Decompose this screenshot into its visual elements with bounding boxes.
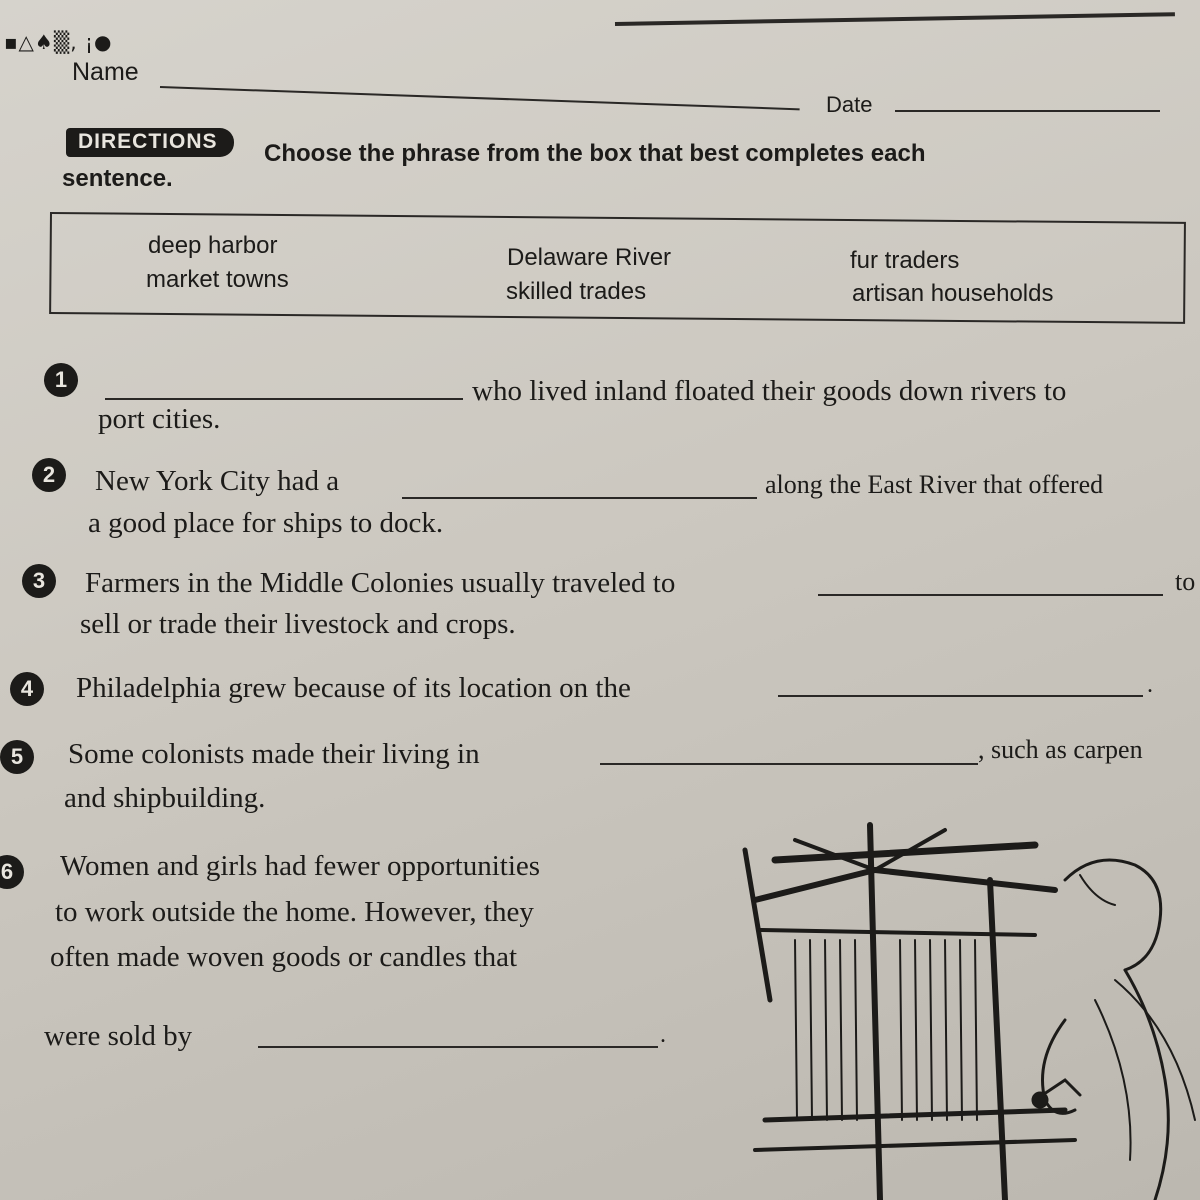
name-field-line[interactable] — [160, 86, 800, 110]
question-text: New York City had a — [95, 465, 340, 497]
question-text: Farmers in the Middle Colonies usually traveled to — [85, 567, 676, 599]
question-number: 6 — [0, 855, 24, 889]
directions-badge: DIRECTIONS — [66, 128, 234, 157]
weaving-illustration — [735, 820, 1200, 1200]
name-label: Name — [72, 58, 139, 86]
word-box-item: artisan households — [852, 280, 1054, 307]
directions-text-continued: sentence. — [62, 165, 173, 192]
question-text: to — [1175, 567, 1196, 596]
word-box-item: skilled trades — [506, 278, 647, 305]
question-number: 4 — [10, 672, 44, 706]
word-box-item: deep harbor — [148, 232, 278, 259]
question-text: along the East River that offered — [765, 470, 1104, 499]
question-text: , such as carpen — [978, 735, 1143, 764]
question-text: Women and girls had fewer opportunities — [60, 850, 541, 882]
answer-blank[interactable] — [600, 763, 978, 765]
directions-text: Choose the phrase from the box that best completes each — [264, 140, 926, 167]
question-text: Some colonists made their living in — [68, 738, 480, 770]
question-text: often made woven goods or candles that — [50, 941, 518, 973]
question-number: 2 — [32, 458, 66, 492]
answer-blank[interactable] — [818, 594, 1163, 596]
question-text: sell or trade their livestock and crops. — [80, 608, 516, 640]
date-field-line[interactable] — [895, 110, 1160, 112]
word-box-item: Delaware River — [507, 244, 672, 271]
top-rule — [615, 12, 1175, 26]
question-text: . — [1147, 672, 1153, 698]
answer-blank[interactable] — [105, 398, 463, 400]
question-text: who lived inland floated their goods down rivers to — [472, 375, 1067, 407]
question-text: Philadelphia grew because of its location on the — [76, 672, 631, 704]
question-text: . — [660, 1022, 666, 1048]
word-box-item: market towns — [146, 266, 289, 293]
question-text: port cities. — [98, 403, 221, 435]
question-text: and shipbuilding. — [64, 782, 266, 814]
answer-blank[interactable] — [402, 497, 757, 499]
header-marks: ▪△♠▒, ¡● — [4, 30, 113, 54]
question-text: a good place for ships to dock. — [88, 507, 444, 539]
question-number: 3 — [22, 564, 56, 598]
question-text: to work outside the home. However, they — [55, 896, 534, 928]
question-number: 1 — [44, 363, 78, 397]
question-text: were sold by — [44, 1020, 193, 1052]
answer-blank[interactable] — [778, 695, 1143, 697]
word-box-item: fur traders — [850, 247, 960, 274]
answer-blank[interactable] — [258, 1046, 658, 1048]
question-number: 5 — [0, 740, 34, 774]
date-label: Date — [826, 92, 873, 117]
